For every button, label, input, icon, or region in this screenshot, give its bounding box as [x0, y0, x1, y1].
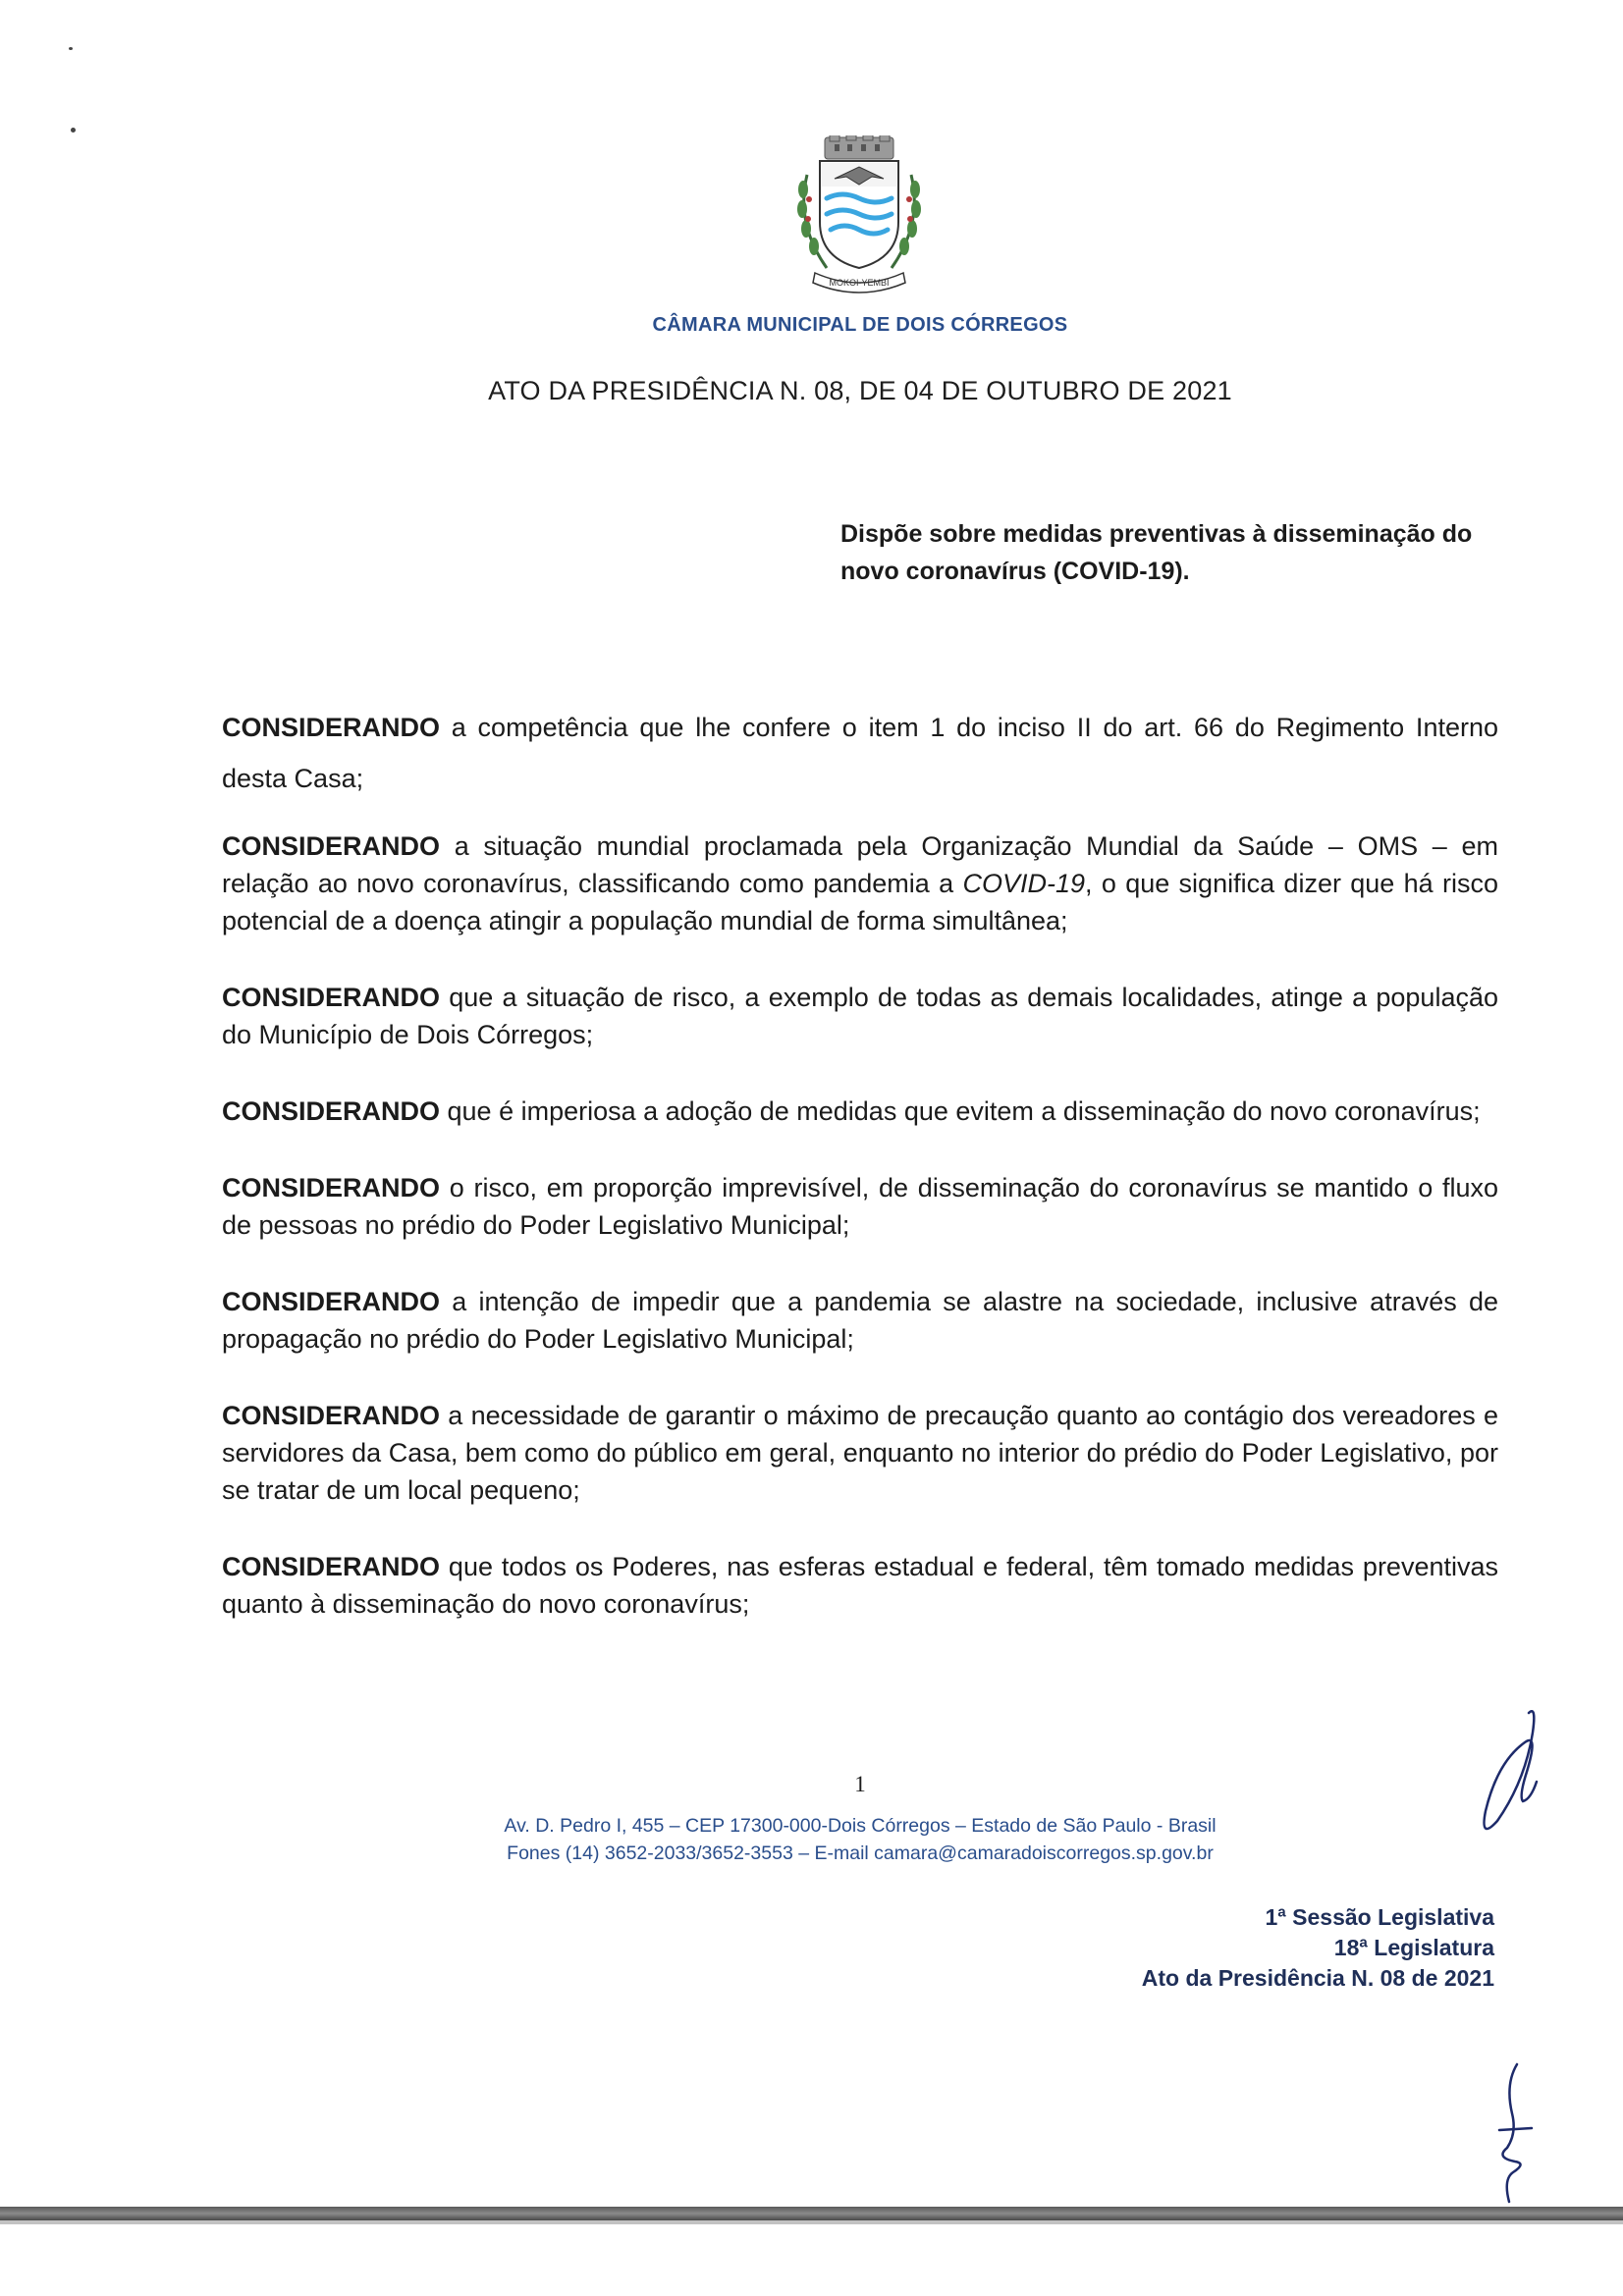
- contact-line: Fones (14) 3652-2033/3652-3553 – E-mail camara@camaradoiscorregos.sp.gov.br: [507, 1842, 1214, 1864]
- scan-speck: [71, 128, 76, 133]
- consideration-text: a intenção de impedir que a pandemia se alastre na sociedade, inclusive através de propagação no prédio do Poder Legislativo Municipal;: [222, 1287, 1498, 1354]
- consideration-paragraph: [222, 1283, 1498, 1358]
- consideration-text: que todos os Poderes, nas esferas estadual e federal, têm tomado medidas preventivas quanto à disseminação do novo coronavírus;: [222, 1552, 1498, 1619]
- consideration-emphasis: COVID-19: [962, 869, 1086, 898]
- handwritten-initial: [1478, 2059, 1546, 2207]
- act-reference: Ato da Presidência N. 08 de 2021: [1141, 1965, 1494, 1991]
- scan-border: [0, 2207, 1623, 2220]
- address-line: Av. D. Pedro I, 455 – CEP 17300-000-Dois Córregos – Estado de São Paulo - Brasil: [504, 1815, 1217, 1837]
- considering-keyword: CONSIDERANDO: [222, 831, 441, 861]
- session-info: [905, 1902, 1494, 1994]
- consideration-text: o risco, em proporção imprevisível, de disseminação do coronavírus se mantido o fluxo de pessoas no prédio do Poder Legislativo Municipal;: [222, 1173, 1498, 1240]
- act-summary: Dispõe sobre medidas preventivas à disseminação do novo coronavírus (COVID-19).: [840, 520, 1473, 585]
- consideration-text: , o que significa dizer que há risco potencial de a doença atingir a população mundial de forma simultânea;: [222, 869, 1498, 935]
- considering-keyword: CONSIDERANDO: [222, 713, 441, 742]
- considering-keyword: CONSIDERANDO: [222, 1401, 441, 1430]
- considering-keyword: CONSIDERANDO: [222, 1552, 441, 1581]
- scan-speck: [69, 47, 73, 50]
- legislative-session: 1ª Sessão Legislativa: [1265, 1904, 1494, 1930]
- considering-keyword: CONSIDERANDO: [222, 1173, 441, 1202]
- consideration-paragraph: [222, 828, 1498, 939]
- footer-address: [0, 1812, 1623, 1867]
- consideration-paragraph: [222, 702, 1498, 804]
- consideration-text: a competência que lhe confere o item 1 do inciso II do art. 66 do Regimento Interno desta Casa;: [222, 713, 1498, 793]
- consideration-text: a necessidade de garantir o máximo de precaução quanto ao contágio dos vereadores e servidores da Casa, bem como do público em geral, enquanto no interior do prédio do Poder Legislativo, por se tratar de um local pequeno;: [222, 1401, 1498, 1505]
- considering-keyword: CONSIDERANDO: [222, 1287, 441, 1316]
- chamber-name: CÂMARA MUNICIPAL DE DOIS CÓRREGOS: [652, 314, 1068, 336]
- consideration-text: que é imperiosa a adoção de medidas que evitem a disseminação do novo coronavírus;: [440, 1096, 1481, 1126]
- crest-motto: MOKOI-YEMBÍ: [829, 278, 890, 288]
- act-title: ATO DA PRESIDÊNCIA N. 08, DE 04 DE OUTUBRO DE 2021: [488, 376, 1232, 405]
- scan-border: [0, 2220, 1623, 2224]
- page-number: 1: [854, 1772, 866, 1796]
- consideration-text: que a situação de risco, a exemplo de todas as demais localidades, atinge a população do Município de Dois Córregos;: [222, 983, 1498, 1049]
- legislature: 18ª Legislatura: [1333, 1935, 1494, 1960]
- consideration-paragraph: [222, 979, 1498, 1053]
- consideration-paragraph: [222, 1093, 1498, 1130]
- considerations-body: [222, 702, 1498, 1662]
- considering-keyword: CONSIDERANDO: [222, 983, 441, 1012]
- consideration-paragraph: [222, 1548, 1498, 1623]
- consideration-paragraph: [222, 1397, 1498, 1509]
- consideration-paragraph: [222, 1169, 1498, 1244]
- coat-of-arms-icon: [785, 135, 933, 297]
- considering-keyword: CONSIDERANDO: [222, 1096, 441, 1126]
- consideration-text: a situação mundial proclamada pela Organização Mundial da Saúde – OMS – em relação ao novo coronavírus, classificando como pandemia a: [222, 831, 1498, 898]
